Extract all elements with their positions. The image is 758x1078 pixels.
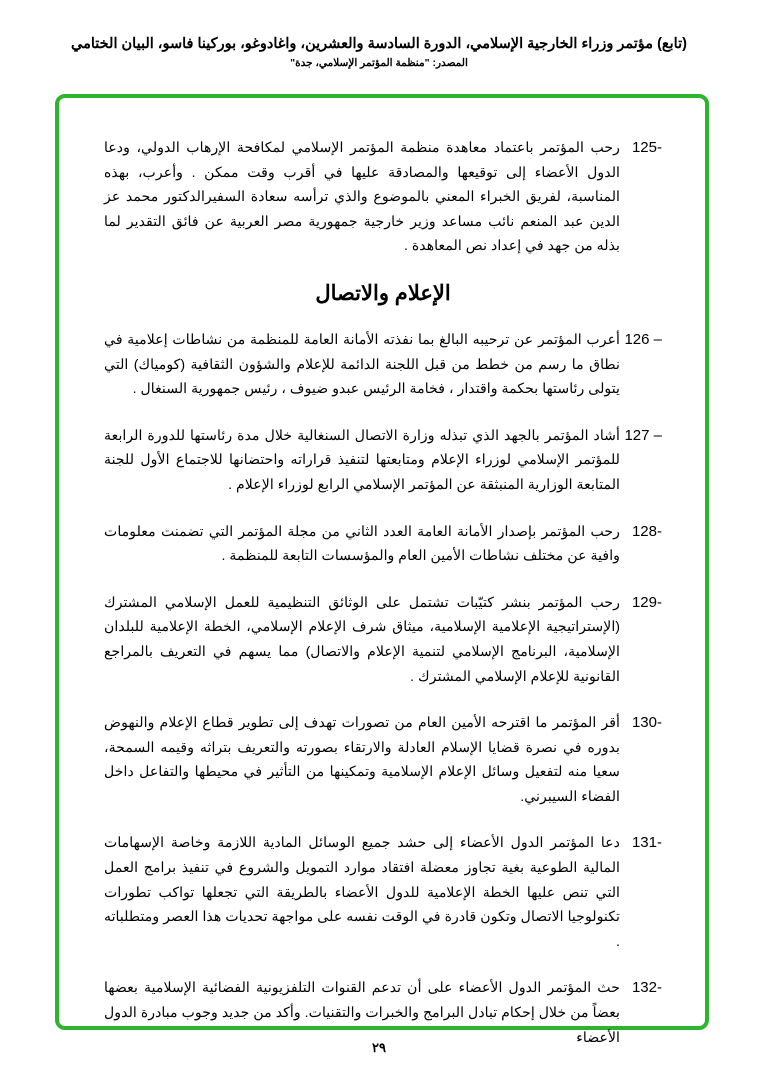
paragraph-number: 127 – [624, 426, 662, 444]
paragraph-text: رحب المؤتمر بإصدار الأمانة العامة العدد الثاني من مجلة المؤتمر التي تضمنت معلومات وافية عن مختلف نشاطات الأمين العام والمؤسسات التابعة للمنظمة . [104, 523, 620, 565]
paragraph-129 [104, 591, 662, 689]
paragraph-number: 125- [631, 139, 662, 156]
section-heading: الإعلام والاتصال [315, 281, 451, 305]
paragraph-number: 126 – [624, 330, 662, 348]
page-number: ٢٩ [372, 1040, 386, 1055]
paragraph-126 [104, 328, 662, 402]
page-content [104, 136, 662, 1072]
paragraph-text: دعا المؤتمر الدول الأعضاء إلى حشد جميع الوسائل المادية اللازمة وخاصة الإسهامات المالية الطوعية بغية تجاوز معضلة افتقاد موارد التمويل والشروع في تنفيذ برامج العمل التي تنص عليها الخطة الإعلامية للدول الأعضاء بالطريقة التي تجعلها تواكب تطورات تكنولوجيا الاتصال وتكون قادرة في الوقت نفسه على مواجهة تحديات هذا العصر ومتطلباته . [104, 835, 620, 950]
paragraph-number: 129- [631, 593, 662, 611]
paragraph-131 [104, 831, 662, 954]
paragraph-127 [104, 424, 662, 498]
document-source: المصدر: "منظمة المؤتمر الإسلامي، جدة" [290, 57, 468, 69]
paragraph-130 [104, 711, 662, 809]
paragraph-number: 132- [631, 979, 662, 997]
paragraph-text: حث المؤتمر الدول الأعضاء على أن تدعم القنوات التلفزيونية الفضائية الإسلامية بعضها بعضاً من خلال إحكام تبادل البرامج والخبرات والتقنيات. وأكد من جديد وجوب مبادرة الدول الأعضاء [104, 980, 620, 1046]
paragraph-text: أشاد المؤتمر بالجهد الذي تبذله وزارة الاتصال السنغالية خلال مدة رئاستها للدورة الرابعة للمؤتمر الإسلامي لوزراء الإعلام ومتابعتها لتنفيذ قراراته واحتضانها للاجتماع الأول للجنة المتابعة الوزارية المنبثقة عن المؤتمر الإسلامي الرابع لوزراء الإعلام . [104, 427, 620, 493]
paragraph-125 [104, 136, 662, 259]
paragraph-text: رحب المؤتمر بنشر كتيّبات تشتمل على الوثائق التنظيمية للعمل الإسلامي المشترك (الإستراتيجية الإعلامية الإسلامية، ميثاق شرف الإعلام الإسلامي، الخطة الإعلامية للبلدان الإسلامية، البرنامج الإسلامي لتنمية الإعلام والاتصال) مما يسهم في التعريف بالمراجع القانونية للإعلام الإسلامي المشترك . [104, 594, 620, 685]
paragraph-text: أقر المؤتمر ما اقترحه الأمين العام من تصورات تهدف إلى تطوير قطاع الإعلام والنهوض بدوره في نصرة قضايا الإسلام العادلة والارتقاء بصورته والتعريف بتراثه وقيمه السمحة، سعيا منه لتفعيل وسائل الإعلام الإسلامية وتمكينها من التأثير في محيطها والتفاعل داخل الفضاء السيبرني. [104, 715, 620, 805]
document-header-title: (تابع) مؤتمر وزراء الخارجية الإسلامي، الدورة السادسة والعشرين، واغادوغو، بوركينا فاسو، البيان الختامي [71, 36, 687, 52]
paragraph-text: أعرب المؤتمر عن ترحيبه البالغ بما نفذته الأمانة العامة للمنظمة من نشاطات إعلامية في نطاق ما رسم من خطط من قبل اللجنة الدائمة للإعلام والشؤون الثقافية (كومياك) التي يتولى رئاستها بحكمة واقتدار ، فخامة الرئيس عبدو ضيوف ، رئيس جمهورية السنغال . [104, 331, 620, 398]
paragraph-128 [104, 520, 662, 569]
paragraph-number: 130- [631, 714, 662, 732]
paragraph-number: 128- [631, 522, 662, 540]
paragraph-number: 131- [631, 834, 662, 852]
paragraph-text: رحب المؤتمر باعتماد معاهدة منظمة المؤتمر الإسلامي لمكافحة الإرهاب الدولي، ودعا الدول الأعضاء إلى توقيعها والمصادقة عليها في أقرب وقت ممكن . وأعرب، بهذه المناسبة، لفريق الخبراء المعني بالموضوع والذي ترأسه سعادة السفيرالدكتور محمد عز الدين عبد المنعم نائب مساعد وزير خارجية جمهورية مصر العربية عن فائق التقدير لما بذله من جهد في إعداد نص المعاهدة . [104, 140, 620, 255]
